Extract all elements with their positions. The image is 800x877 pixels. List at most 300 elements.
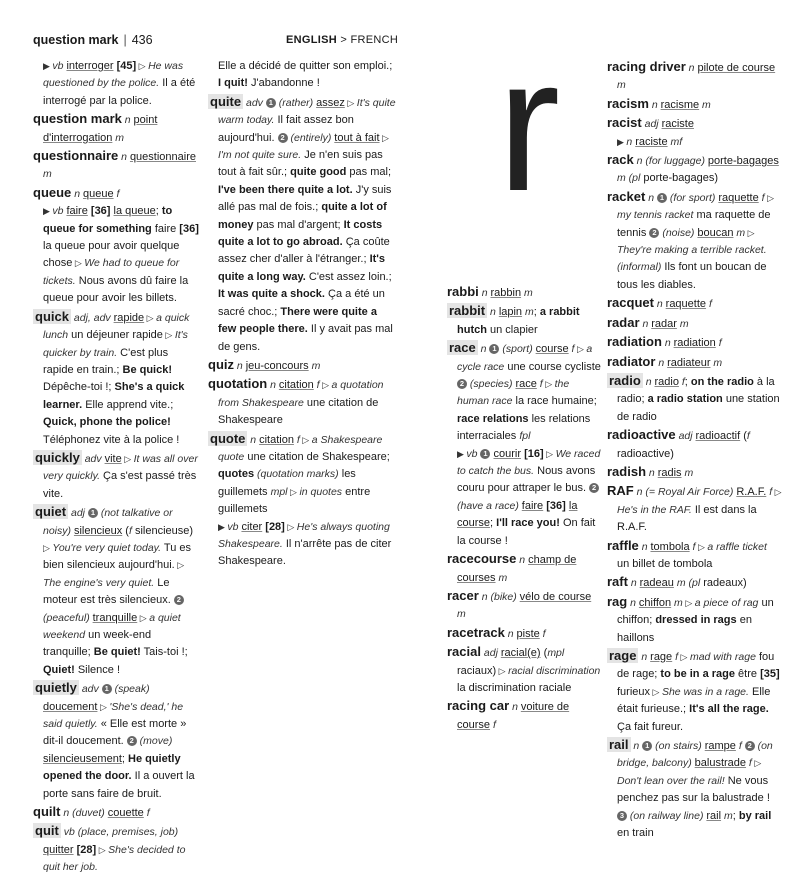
grammar-label: n xyxy=(638,540,651,553)
dictionary-entry xyxy=(447,339,602,445)
text: On fait la course ! xyxy=(457,517,596,547)
example: He's in the RAF. xyxy=(617,503,692,516)
translation: la course xyxy=(457,499,578,530)
subentry-marker-icon: ▶ xyxy=(43,206,53,217)
dictionary-entry xyxy=(607,482,782,536)
translation: doucement xyxy=(43,700,98,713)
example: a quick lunch xyxy=(43,311,190,342)
phrase: a rabbit hutch xyxy=(457,306,580,336)
text: un week-end tranquille; xyxy=(43,629,152,659)
headword: radar xyxy=(607,314,640,330)
grammar-label: m xyxy=(521,287,533,299)
example: It's quicker by train. xyxy=(43,329,188,359)
grammar-label: f xyxy=(536,378,543,391)
example: (on bridge, balcony) xyxy=(617,740,773,770)
example: in quotes xyxy=(299,485,343,498)
grammar-label: n xyxy=(627,577,640,590)
text: radioactive) xyxy=(617,447,674,460)
dictionary-entry xyxy=(33,822,201,876)
example: I'm not quite sure. xyxy=(218,149,302,162)
translation: radiateur xyxy=(667,356,711,369)
text: porte-bagages) xyxy=(640,172,719,185)
sense-number: 1 xyxy=(102,684,112,694)
headword: racquet xyxy=(607,295,654,311)
example: a raffle ticket xyxy=(707,540,767,553)
translation: radioactif xyxy=(695,430,741,443)
headword: question mark xyxy=(33,111,122,127)
translation: faire xyxy=(66,205,88,218)
translation: raciste xyxy=(635,135,668,148)
example: a quiet weekend xyxy=(43,611,181,641)
text: entre guillemets xyxy=(218,485,371,516)
grammar-label: n xyxy=(267,379,279,392)
translation: queue xyxy=(82,187,114,200)
translation: raquette xyxy=(665,298,707,311)
example-arrow-icon: ▷ xyxy=(751,758,762,769)
phrase: [16] xyxy=(524,447,544,460)
sense-number: 2 xyxy=(127,736,137,746)
dictionary-entry xyxy=(447,697,602,734)
text: faire xyxy=(151,222,180,235)
translation: boucan xyxy=(697,226,734,239)
dictionary-entry xyxy=(607,463,782,482)
text: ( xyxy=(540,647,548,660)
running-head-word: question mark xyxy=(33,33,119,47)
example-arrow-icon: ▷ xyxy=(574,344,587,355)
text: ; xyxy=(732,809,739,822)
example: She was in a rage. xyxy=(661,685,749,698)
sense-number: 2 xyxy=(649,228,659,238)
translation: vite xyxy=(104,452,122,465)
headword: radiator xyxy=(607,353,656,369)
text: Ça fait fureur. xyxy=(617,720,684,733)
translation: couette xyxy=(107,807,144,820)
text: la race humaine; xyxy=(512,395,597,408)
dictionary-entry xyxy=(208,519,396,571)
phrase: [36] xyxy=(179,222,199,235)
grammar-label: f xyxy=(113,187,120,200)
headword: radio xyxy=(609,372,641,388)
grammar-label: n xyxy=(627,596,639,609)
text: la queue pour avoir quelque chose xyxy=(43,240,180,270)
text: un chiffon; xyxy=(617,596,774,627)
grammar-label: f xyxy=(689,540,696,553)
text: un clapier xyxy=(486,323,538,336)
example-arrow-icon: ▷ xyxy=(496,665,509,676)
headword: racer xyxy=(447,587,479,603)
grammar-label: n xyxy=(234,359,246,372)
phrase: [45] xyxy=(116,60,137,72)
dictionary-entry xyxy=(607,353,782,372)
dictionary-entry xyxy=(208,58,396,93)
dictionary-entry xyxy=(33,449,201,503)
text: Nous avons dû faire la queue pour avoir les billets. xyxy=(43,274,189,305)
example: racial discrimination xyxy=(508,664,601,677)
grammar-label: f xyxy=(128,524,132,537)
dictionary-entry xyxy=(33,110,201,147)
grammar-label: n (duvet) xyxy=(60,807,108,820)
phrase: Be quick! xyxy=(122,363,173,376)
phrase: quite good xyxy=(290,166,347,179)
translation: raquette xyxy=(718,191,759,204)
translation: rabbin xyxy=(490,287,522,299)
translation: tout à fait xyxy=(334,131,380,144)
dictionary-entry xyxy=(607,294,782,313)
grammar-label: n xyxy=(642,375,655,388)
column-3 xyxy=(447,283,602,734)
phrase: race relations xyxy=(457,412,529,425)
text: silencieuse) xyxy=(131,524,194,537)
grammar-label: adv xyxy=(81,452,105,465)
text: pas mal; xyxy=(346,166,392,179)
translation: radeau xyxy=(639,577,674,590)
page-number: 436 xyxy=(131,33,153,47)
grammar-label: adj xyxy=(68,507,88,520)
grammar-label: n xyxy=(118,151,130,164)
separator: | xyxy=(123,33,127,47)
grammar-label: f xyxy=(758,191,765,204)
grammar-label: adj xyxy=(641,118,662,131)
grammar-label: f xyxy=(706,298,712,311)
grammar-label: m xyxy=(710,356,723,369)
grammar-label: n xyxy=(121,114,134,127)
headword: quit xyxy=(35,823,59,839)
example-arrow-icon: ▷ xyxy=(379,132,389,143)
grammar-label: n xyxy=(487,306,499,319)
example: (peaceful) xyxy=(43,611,93,624)
phrase: I quit! xyxy=(218,77,248,90)
headword: racing driver xyxy=(607,59,686,74)
grammar-label: vb xyxy=(466,447,481,460)
dictionary-entry xyxy=(607,134,782,151)
translation: vélo de course xyxy=(519,590,592,603)
grammar-label: n xyxy=(661,337,674,350)
grammar-label: m xyxy=(43,168,52,181)
dictionary-entry xyxy=(33,679,201,803)
example: mad with rage xyxy=(689,651,756,663)
translation: radis xyxy=(657,466,682,479)
translation: rapide xyxy=(113,311,145,324)
translation: citation xyxy=(259,433,294,446)
dictionary-entry xyxy=(607,537,782,574)
grammar-label: n (= Royal Air Force) xyxy=(633,486,737,499)
example-arrow-icon: ▷ xyxy=(137,612,150,623)
headword: quiet xyxy=(35,504,67,520)
grammar-label: f xyxy=(568,343,575,356)
phrase: He quietly opened the door. xyxy=(43,752,181,783)
text: Le moteur est très silencieux. xyxy=(43,576,174,607)
grammar-label: m (pl xyxy=(673,577,701,590)
dictionary-entry xyxy=(607,372,782,426)
text: Il a ouvert la porte sans faire de bruit. xyxy=(43,770,195,800)
grammar-label: m xyxy=(676,317,689,330)
text: pas mal d'argent; xyxy=(253,218,344,231)
sense-number: 1 xyxy=(266,98,276,108)
grammar-label: adv xyxy=(78,683,102,696)
text: en train xyxy=(617,827,654,840)
text: Il fait assez bon aujourd'hui. xyxy=(218,114,354,144)
text: ; xyxy=(533,306,540,319)
example: (on stairs) xyxy=(652,740,705,753)
text: ( xyxy=(122,524,129,537)
headword: quite xyxy=(210,93,242,109)
headword: RAF xyxy=(607,483,634,499)
example: (entirely) xyxy=(287,131,335,144)
grammar-label: f xyxy=(715,337,722,350)
section-letter: r xyxy=(497,19,561,231)
dictionary-entry xyxy=(33,803,201,822)
translation: courir xyxy=(493,447,522,460)
phrase: It was quite a shock. xyxy=(218,288,325,301)
example-arrow-icon: ▷ xyxy=(772,487,782,498)
dictionary-entry xyxy=(607,151,782,188)
text: C'est plus rapide en train.; xyxy=(43,346,169,376)
dictionary-entry xyxy=(33,184,201,203)
text: Elle apprend vite.; xyxy=(82,398,174,411)
grammar-label: n xyxy=(71,187,83,200)
example-arrow-icon: ▷ xyxy=(299,434,312,445)
example: It was all over very quickly. xyxy=(43,452,198,483)
subentry-marker-icon: ▶ xyxy=(617,136,627,147)
grammar-label: vb (place, premises, job) xyxy=(60,826,179,839)
grammar-label: n xyxy=(516,554,529,567)
grammar-label: vb xyxy=(52,205,67,218)
example: He's always quoting Shakespeare. xyxy=(218,520,390,550)
dictionary-entry xyxy=(208,430,396,519)
dictionary-entry xyxy=(33,308,201,449)
example: a quotation from Shakespeare xyxy=(218,379,384,409)
grammar-label: adj xyxy=(675,430,696,443)
translation: rail xyxy=(706,809,722,822)
sense-number: 1 xyxy=(657,193,667,203)
headword: radioactive xyxy=(607,427,676,443)
headword: racist xyxy=(607,115,642,131)
grammar-label: n xyxy=(638,651,651,663)
headword: race xyxy=(449,340,476,356)
example: (move) xyxy=(136,735,173,748)
grammar-label: m xyxy=(522,306,534,319)
headword: racecourse xyxy=(447,551,517,567)
text: Il a été interrogé par la police. xyxy=(43,77,196,107)
text: une citation de Shakespeare; xyxy=(244,450,390,463)
example-arrow-icon: ▷ xyxy=(542,379,555,390)
headword: racial xyxy=(447,644,481,660)
translation: rage xyxy=(650,651,673,663)
phrase: [28] xyxy=(76,843,97,856)
example: It's quite warm today. xyxy=(218,96,396,127)
translation: radiation xyxy=(673,337,716,350)
running-head xyxy=(33,33,153,47)
dictionary-entry xyxy=(33,147,201,184)
phrase: to queue for something xyxy=(43,205,173,235)
grammar-label: m xyxy=(681,466,694,479)
text: Il n'arrête pas de citer Shakespeare. xyxy=(218,537,392,568)
grammar-label: m (pl xyxy=(617,172,641,185)
text: Il est dans la R.A.F. xyxy=(617,503,757,534)
headword: quote xyxy=(210,430,246,446)
headword: queue xyxy=(33,184,72,200)
text: fou de rage; xyxy=(617,651,775,681)
phrase: [35] xyxy=(760,668,780,681)
dictionary-entry xyxy=(607,58,782,95)
sense-number: 2 xyxy=(745,741,755,751)
grammar-label: n xyxy=(478,287,491,299)
headword: questionnaire xyxy=(33,148,119,164)
phrase: a radio station xyxy=(647,393,723,406)
text: Ça a été un sacré choc.; xyxy=(218,288,385,318)
headword: rail xyxy=(609,737,629,753)
translation: tombola xyxy=(650,540,690,553)
example-arrow-icon: ▷ xyxy=(284,521,297,532)
dictionary-entry xyxy=(607,647,782,736)
translation: racial(e) xyxy=(500,647,541,660)
example-arrow-icon: ▷ xyxy=(144,312,157,323)
text: « Elle est morte » dit-il doucement. xyxy=(43,718,187,748)
text: J'abandonne ! xyxy=(247,77,320,90)
translation: point d'interrogation xyxy=(43,114,158,144)
translation: radar xyxy=(651,317,677,330)
text: raciaux) xyxy=(457,664,497,677)
dictionary-entry xyxy=(447,550,602,587)
text: Elle était furieuse.; xyxy=(617,685,771,716)
text: Ils font un boucan de tous les diables. xyxy=(617,261,767,291)
translation: voiture de course xyxy=(457,701,570,731)
example: We had to queue for tickets. xyxy=(43,257,180,287)
subentry-marker-icon: ▶ xyxy=(457,448,467,459)
translation: interroger xyxy=(66,60,114,72)
text: Je n'en suis pas tout à fait sûr.; xyxy=(218,149,383,179)
example: (species) xyxy=(467,378,516,391)
grammar-label: fpl xyxy=(519,430,531,443)
headword: racetrack xyxy=(447,624,505,640)
sense-number: 1 xyxy=(88,508,98,518)
sense-number: 2 xyxy=(174,595,184,605)
text: une course cycliste xyxy=(504,360,601,373)
text: un déjeuner rapide xyxy=(68,329,163,342)
grammar-label: n xyxy=(626,135,636,148)
headword: quilt xyxy=(33,804,61,820)
grammar-label: m xyxy=(721,809,733,822)
translation: silencieux xyxy=(73,524,123,537)
translation: chiffon xyxy=(638,596,672,609)
phrase: Quiet! xyxy=(43,663,75,676)
text: Ça s'est passé très vite. xyxy=(43,470,197,500)
example: You're very quiet today. xyxy=(52,541,162,554)
column-1 xyxy=(33,58,201,877)
grammar-label: n xyxy=(653,298,666,311)
translation: citer xyxy=(241,520,263,533)
text: Tu es bien silencieux aujourd'hui. xyxy=(43,541,192,572)
grammar-label: adj, adv xyxy=(70,311,114,324)
translation: faire xyxy=(521,499,544,512)
example: a cycle race xyxy=(457,343,593,373)
example-arrow-icon: ▷ xyxy=(543,448,556,459)
example: (quotation marks) xyxy=(254,468,339,481)
phrase: dressed in rags xyxy=(655,614,737,627)
dictionary-entry xyxy=(447,446,602,550)
phrase: [28] xyxy=(265,520,285,533)
grammar-label: n (for luggage) xyxy=(633,155,708,168)
example: The engine's very quiet. xyxy=(43,576,155,589)
text: radeaux) xyxy=(700,577,747,590)
grammar-label: f xyxy=(313,379,320,392)
grammar-label: f xyxy=(293,433,300,446)
phrase: There were quite a few people there. xyxy=(218,305,377,336)
sense-number: 2 xyxy=(589,483,599,493)
phrase: It costs quite a lot to go abroad. xyxy=(218,218,383,249)
example: He was questioned by the police. xyxy=(43,60,184,90)
grammar-label: n xyxy=(639,317,652,330)
phrase: She's a quick learner. xyxy=(43,381,185,411)
grammar-label: m xyxy=(617,79,626,92)
grammar-label: n xyxy=(645,191,657,204)
headword: quiz xyxy=(208,356,234,372)
dictionary-entry xyxy=(447,302,602,339)
example-arrow-icon: ▷ xyxy=(650,686,662,697)
direction-arrow: > xyxy=(340,34,348,46)
phrase: quotes xyxy=(218,468,255,481)
text: être xyxy=(735,668,761,681)
grammar-label: f xyxy=(766,486,773,499)
example-arrow-icon: ▷ xyxy=(287,486,300,497)
dictionary-entry xyxy=(607,426,782,463)
text: les relations interraciales xyxy=(457,412,591,443)
text: ( xyxy=(740,430,747,443)
translation: la queue xyxy=(113,205,156,218)
example: a piece of rag xyxy=(694,596,759,609)
example-arrow-icon: ▷ xyxy=(121,453,134,464)
phrase: [36] xyxy=(90,205,111,218)
example-arrow-icon: ▷ xyxy=(319,380,332,391)
translation: questionnaire xyxy=(129,151,196,164)
phrase: Quick, phone the police! xyxy=(43,416,171,429)
column-2 xyxy=(208,58,396,571)
example-arrow-icon: ▷ xyxy=(682,597,695,608)
dictionary-entry xyxy=(33,58,201,110)
grammar-label: n xyxy=(630,740,643,753)
phrase: to be in a rage xyxy=(660,668,735,681)
target-language: FRENCH xyxy=(350,34,399,46)
grammar-label: adv xyxy=(243,96,266,109)
phrase: by rail xyxy=(738,809,772,822)
dictionary-entry xyxy=(607,573,782,592)
grammar-label: f xyxy=(490,718,496,731)
example-arrow-icon: ▷ xyxy=(43,542,53,553)
grammar-label: n xyxy=(648,98,661,111)
grammar-label: mpl xyxy=(547,647,565,660)
dictionary-entry xyxy=(607,314,782,333)
dictionary-entry xyxy=(607,95,782,114)
dictionary-entry xyxy=(607,593,782,647)
example: my tennis racket xyxy=(617,209,694,222)
headword: rag xyxy=(607,593,628,609)
text: Tais-toi !; xyxy=(140,646,188,659)
example: Don't lean over the rail! xyxy=(617,774,725,787)
dictionary-entry xyxy=(447,624,602,643)
grammar-label: m xyxy=(308,359,321,372)
grammar-label: vb xyxy=(227,520,242,533)
dictionary-entry xyxy=(607,736,782,842)
dictionary-entry xyxy=(208,375,396,429)
grammar-label: m xyxy=(112,131,125,144)
grammar-label: m xyxy=(733,226,746,239)
example: (not talkative or noisy) xyxy=(43,507,173,537)
example-arrow-icon: ▷ xyxy=(745,227,755,238)
example: a Shakespeare quote xyxy=(218,433,383,463)
example: (have a race) xyxy=(457,499,522,512)
translation: race xyxy=(515,378,537,391)
translation: tranquille xyxy=(92,611,138,624)
